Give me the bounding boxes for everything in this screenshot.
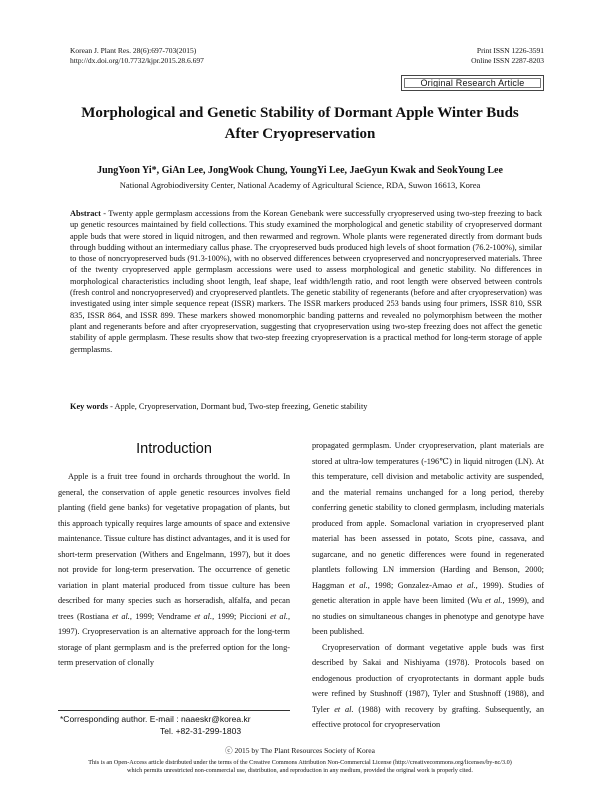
affiliation: National Agrobiodiversity Center, National Academy of Agricultural Science, RDA, Suwon 16613, Korea (119, 180, 481, 190)
title-line-1: Morphological and Genetic Stability of Dormant Apple Winter Buds (81, 105, 519, 121)
footnote-divider (58, 710, 290, 711)
license-line-2: which permits unrestricted non-commercial use, distribution, and reproduction in any medium, provided the original work is properly cited. (127, 767, 473, 774)
license-notice (50, 759, 550, 775)
left-column (58, 469, 290, 709)
article-type-badge (401, 75, 544, 91)
abstract-text: - Twenty apple germplasm accessions from the Korean Genebank were successfully cryopreserved using two-step freezing to back up genetic resources maintained by field collections. This study examined the morphological and genetic stability of cryopreserved dormant apple buds that were stored in liquid nitrogen, and then rewarmed and regrown. Whole plants were regenerated directly from dormant buds through budding without an intermediary callus phase. The cryopreserved buds produced high levels of shoot formation (76.2-100%), similar to those of noncryopreserved buds (91.3-100%), with no observed differences between cryopreserved and noncryopreserved materials. Three of the twenty cryopreserved apple germplasm accessions were used to assess morphological and genetic stability. No differences in morphological characteristics including shoot length, leaf shape, leaf width/length ratio, and root length were observed between controls (fresh control and noncryopreserved) and cryopreserved plantlets. The genetic stability of regenerants (before and after cryopreservation) was investigated using inter simple sequence repeat (ISSR) markers. The ISSR markers produced 253 bands using four primers, ISSR 810, SSR 835, ISSR 864, and ISSR 899. These markers showed monomorphic banding patterns and revealed no polymorphism between the mother plant and regenerants before and after cryopreservation, suggesting that cryopreservation using two-step freezing does not affect the genetic stability of apple germplasm. These results show that two-step freezing cryopreservation is a practical method for long-term storage of apple germplasms. (70, 209, 542, 354)
right-column (312, 438, 544, 734)
abstract-label: Abstract (70, 209, 101, 218)
author-list: JungYoon Yi*, GiAn Lee, JongWook Chung, YoungYi Lee, JaeGyun Kwak and SeokYoung Lee (97, 165, 503, 176)
paragraph: Cryopreservation of dormant vegetative apple buds was first described by Sakai and Nishiyama (1978). Protocols based on endogenous production of cryoprotectants in dormant apple buds were refined by Stushnoff (1987), Tyler and Stushnoff (1988), and Tyler et al. (1988) with recovery by grafting. Subsequently, an effective protocol for cryopreservation (312, 642, 544, 729)
corresponding-email: *Corresponding author. E-mail : naaeskr@korea.kr (60, 714, 251, 724)
journal-header-left (70, 46, 204, 66)
doi-link[interactable]: http://dx.doi.org/10.7732/kjpr.2015.28.6.697 (70, 56, 204, 65)
keywords-label: Key words (70, 402, 109, 411)
article-type-label: Original Research Article (420, 78, 525, 88)
print-issn: Print ISSN 1226-3591 (476, 46, 544, 55)
journal-citation: Korean J. Plant Res. 28(6):697-703(2015) (70, 46, 197, 55)
paragraph: propagated germplasm. Under cryopreservation, plant materials are stored at ultra-low temperatures (-196℃) in liquid nitrogen (LN). At this temperature, cell division and metabolic activity are suspended, and the material remains unchanged for a long period, thereby conferring genetic stability to cloned germplasm, including materials produced from apple. Somaclonal variation in cryopreserved plant material has been assessed in potato, Scots pine, cassava, and sugarcane, and no genetic differences were found in regenerated plantlets following LN immersion (Harding and Benson, 2000; Haggman et al., 1998; Gonzalez-Amao et al., 1999). Studies of genetic alteration in apple have been limited (Wu et al., 1999), and no studies on simultaneous changes in phenotype and genotype have been published. (312, 441, 544, 636)
online-issn: Online ISSN 2287-8203 (471, 56, 544, 65)
article-title (60, 103, 540, 145)
keywords-text: - Apple, Cryopreservation, Dormant bud, Two-step freezing, Genetic stability (108, 402, 368, 411)
corresponding-author-footnote (60, 713, 300, 737)
paragraph: Apple is a fruit tree found in orchards throughout the world. In general, the conservation of apple genetic resources involves field planting (field gene banks) for vegetative propagation of plants, but this approach typically requires large amounts of space and extensive maintenance. Tissue culture has distinct advantages, and it is used for short-term preservation (Withers and Engelmann, 1997), but it does not provide for long-term preservation. The occurrence of genetic variation in plant material produced from tissue culture has been described for many species such as horseradish, alfalfa, and pecan trees (Rostiana et al., 1999; Vendrame et al., 1999; Piccioni et al., 1997). Cryopreservation is an alternative approach for the long-term storage of plant germplasm and is the preferred option for the long-term preservation of clonally (58, 472, 290, 667)
license-line-1: This is an Open-Access article distributed under the terms of the Creative Commons Attribution Non-Commercial License (http://creativecommons.org/licenses/by-nc/3.0) (88, 759, 512, 766)
copyright-notice: ⓒ 2015 by The Plant Resources Society of Korea (225, 746, 375, 755)
abstract (70, 208, 542, 355)
keywords (70, 401, 542, 412)
journal-header-right (471, 46, 544, 66)
section-heading-introduction: Introduction (136, 441, 212, 457)
title-line-2: After Cryopreservation (224, 126, 376, 142)
corresponding-phone: Tel. +82-31-299-1803 (160, 726, 242, 736)
